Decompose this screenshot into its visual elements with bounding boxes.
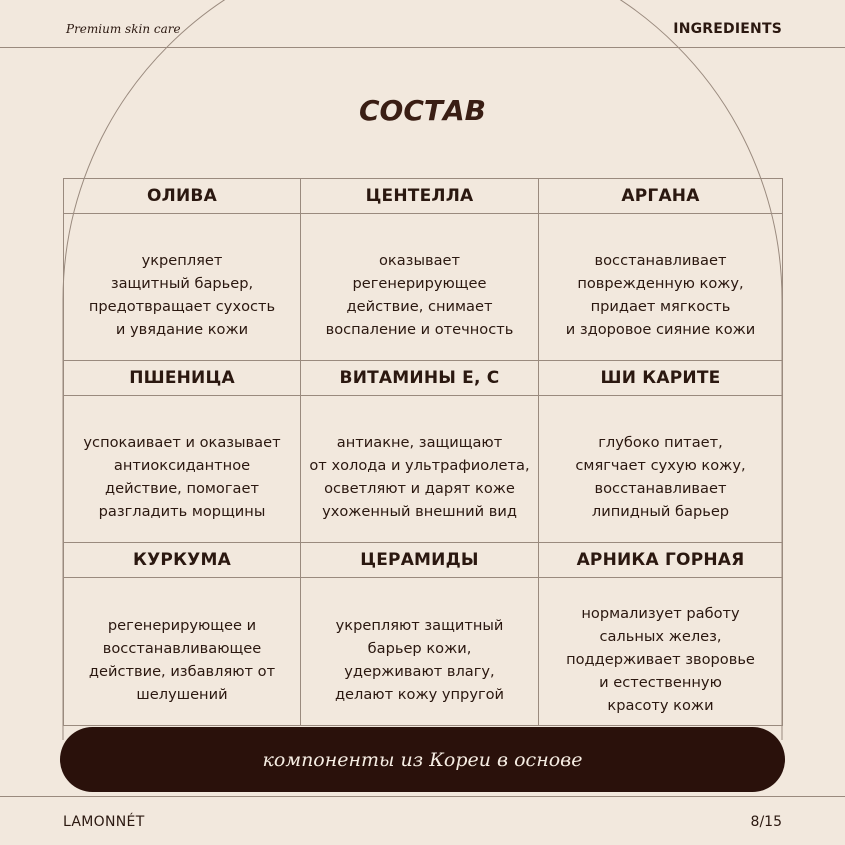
ingredient-name: АРГАНА — [539, 179, 783, 214]
table-row — [64, 578, 783, 726]
ingredient-description: глубоко питает, смягчает сухую кожу, восстанавливает липидный барьер — [539, 396, 783, 543]
ingredient-description: нормализует работу сальных желез, поддерживает зворовье и естественную красоту кожи — [539, 578, 783, 726]
ingredient-name: ЦЕРАМИДЫ — [301, 543, 539, 578]
brand-tagline: Premium skin care — [66, 22, 181, 36]
ingredients-table — [63, 178, 783, 726]
ingredient-description: успокаивает и оказывает антиоксидантное действие, помогает разгладить морщины — [64, 396, 301, 543]
page-number: 8/15 — [750, 814, 782, 830]
brand-name: LAMONNÉT — [63, 814, 145, 830]
ingredient-name: ШИ КАРИТЕ — [539, 361, 783, 396]
top-divider — [0, 47, 845, 48]
table-row — [64, 396, 783, 543]
ingredient-description: антиакне, защищают от холода и ультрафиолета, осветляют и дарят коже ухоженный внешний вид — [301, 396, 539, 543]
ingredient-name: ВИТАМИНЫ Е, С — [301, 361, 539, 396]
table-row — [64, 214, 783, 361]
bottom-divider — [0, 796, 845, 797]
ingredient-description: восстанавливает поврежденную кожу, придает мягкость и здоровое сияние кожи — [539, 214, 783, 361]
korea-banner — [60, 727, 785, 792]
ingredient-name: ЦЕНТЕЛЛА — [301, 179, 539, 214]
ingredient-name: ОЛИВА — [64, 179, 301, 214]
ingredient-name: АРНИКА ГОРНАЯ — [539, 543, 783, 578]
ingredient-description: укрепляет защитный барьер, предотвращает сухость и увядание кожи — [64, 214, 301, 361]
table-header-row — [64, 543, 783, 578]
ingredient-name: ПШЕНИЦА — [64, 361, 301, 396]
table-header-row — [64, 179, 783, 214]
table-header-row — [64, 361, 783, 396]
ingredient-description: укрепляют защитный барьер кожи, удерживают влагу, делают кожу упругой — [301, 578, 539, 726]
page-title: СОСТАВ — [358, 94, 486, 127]
ingredient-description: регенерирующее и восстанавливающее действие, избавляют от шелушений — [64, 578, 301, 726]
ingredient-description: оказывает регенерирующее действие, снимает воспаление и отечность — [301, 214, 539, 361]
ingredient-name: КУРКУМА — [64, 543, 301, 578]
banner-text: компоненты из Кореи в основе — [262, 748, 583, 771]
section-label: INGREDIENTS — [673, 21, 782, 37]
